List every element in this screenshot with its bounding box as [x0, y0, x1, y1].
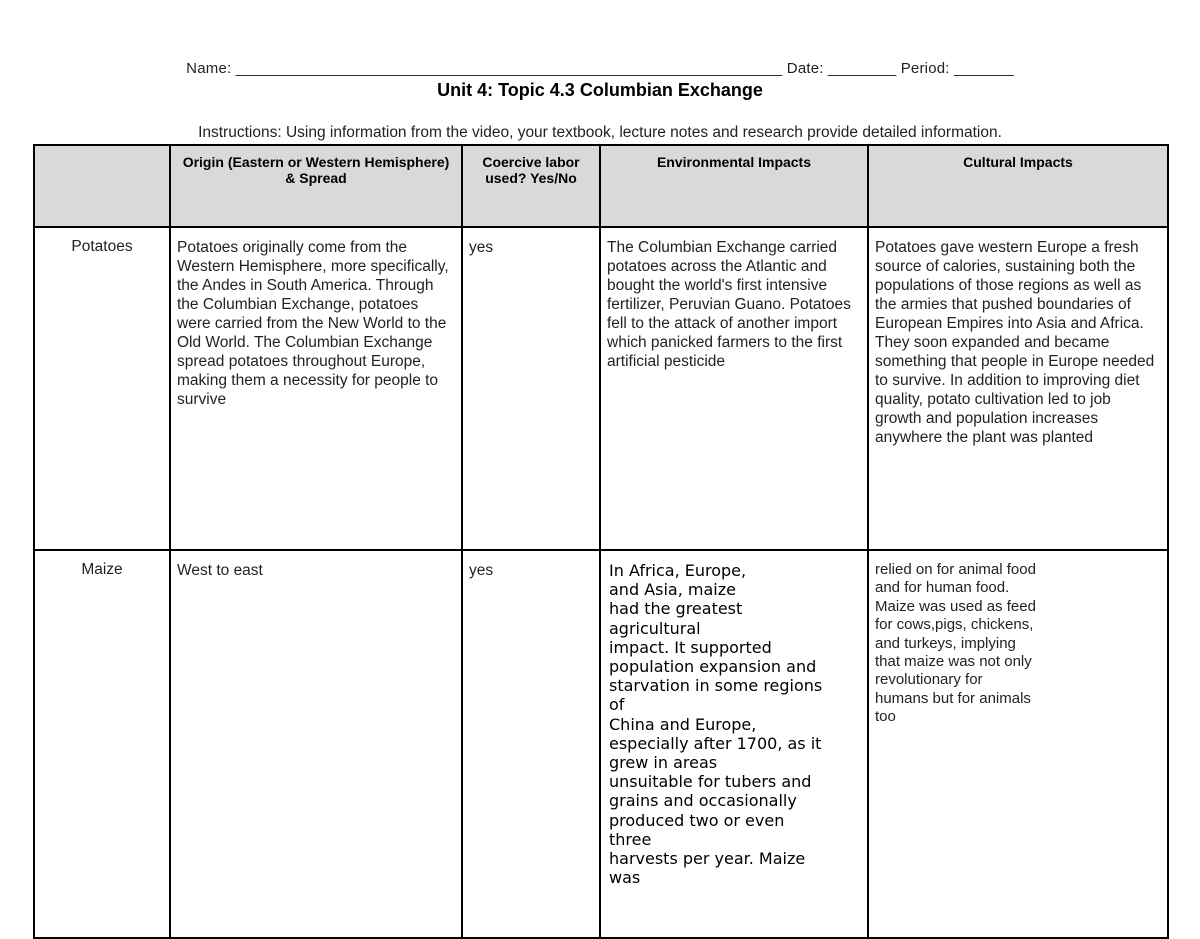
- header-environmental-impacts: Environmental Impacts: [600, 145, 868, 227]
- cultural-impacts-cell[interactable]: Potatoes gave western Europe a fresh source of calories, sustaining both the populations of those regions as well as the armies that pushed boundaries of European Empires into Asia and Africa. They soon expanded and became something that people in Europe needed to survive. In addition to improving diet quality, potato cultivation led to job growth and population increases anywhere the plant was planted: [868, 227, 1168, 550]
- coercive-labor-cell[interactable]: yes: [462, 227, 600, 550]
- header-coercive-labor: Coercive labor used? Yes/No: [462, 145, 600, 227]
- header-cultural-impacts: Cultural Impacts: [868, 145, 1168, 227]
- header-blank: [34, 145, 170, 227]
- origin-cell[interactable]: Potatoes originally come from the Western Hemisphere, more specifically, the Andes in South America. Through the Columbian Exchange, potatoes were carried from the New World to the Old World. The Columbian Exchange spread potatoes throughout Europe, making them a necessity for people to survive: [170, 227, 462, 550]
- name-date-period-line: Name: ________________________________________________________________ Date: ________ Period: _______: [186, 60, 1014, 77]
- origin-cell[interactable]: West to east: [170, 550, 462, 938]
- environmental-impacts-cell[interactable]: The Columbian Exchange carried potatoes across the Atlantic and bought the world's first intensive fertilizer, Peruvian Guano. Potatoes fell to the attack of another import which panicked farmers to the first artificial pesticide: [600, 227, 868, 550]
- table-row: [34, 227, 1168, 550]
- header-origin: Origin (Eastern or Western Hemisphere) & Spread: [170, 145, 462, 227]
- cultural-impacts-cell[interactable]: relied on for animal food and for human food. Maize was used as feed for cows,pigs, chickens, and turkeys, implying that maize was not only revolutionary for humans but for animals too: [868, 550, 1168, 938]
- crop-name: Maize: [34, 550, 170, 938]
- crop-name: Potatoes: [34, 227, 170, 550]
- environmental-impacts-cell[interactable]: In Africa, Europe, and Asia, maize had the greatest agricultural impact. It supported population expansion and starvation in some regions of China and Europe, especially after 1700, as it grew in areas unsuitable for tubers and grains and occasionally produced two or even three harvests per year. Maize was: [600, 550, 868, 938]
- instructions: Instructions: Using information from the video, your textbook, lecture notes and research provide detailed information.: [198, 124, 1002, 141]
- columbian-exchange-table: [33, 144, 1169, 939]
- coercive-labor-cell[interactable]: yes: [462, 550, 600, 938]
- page-title: Unit 4: Topic 4.3 Columbian Exchange: [437, 80, 763, 100]
- table-header-row: [34, 145, 1168, 227]
- table-row: [34, 550, 1168, 938]
